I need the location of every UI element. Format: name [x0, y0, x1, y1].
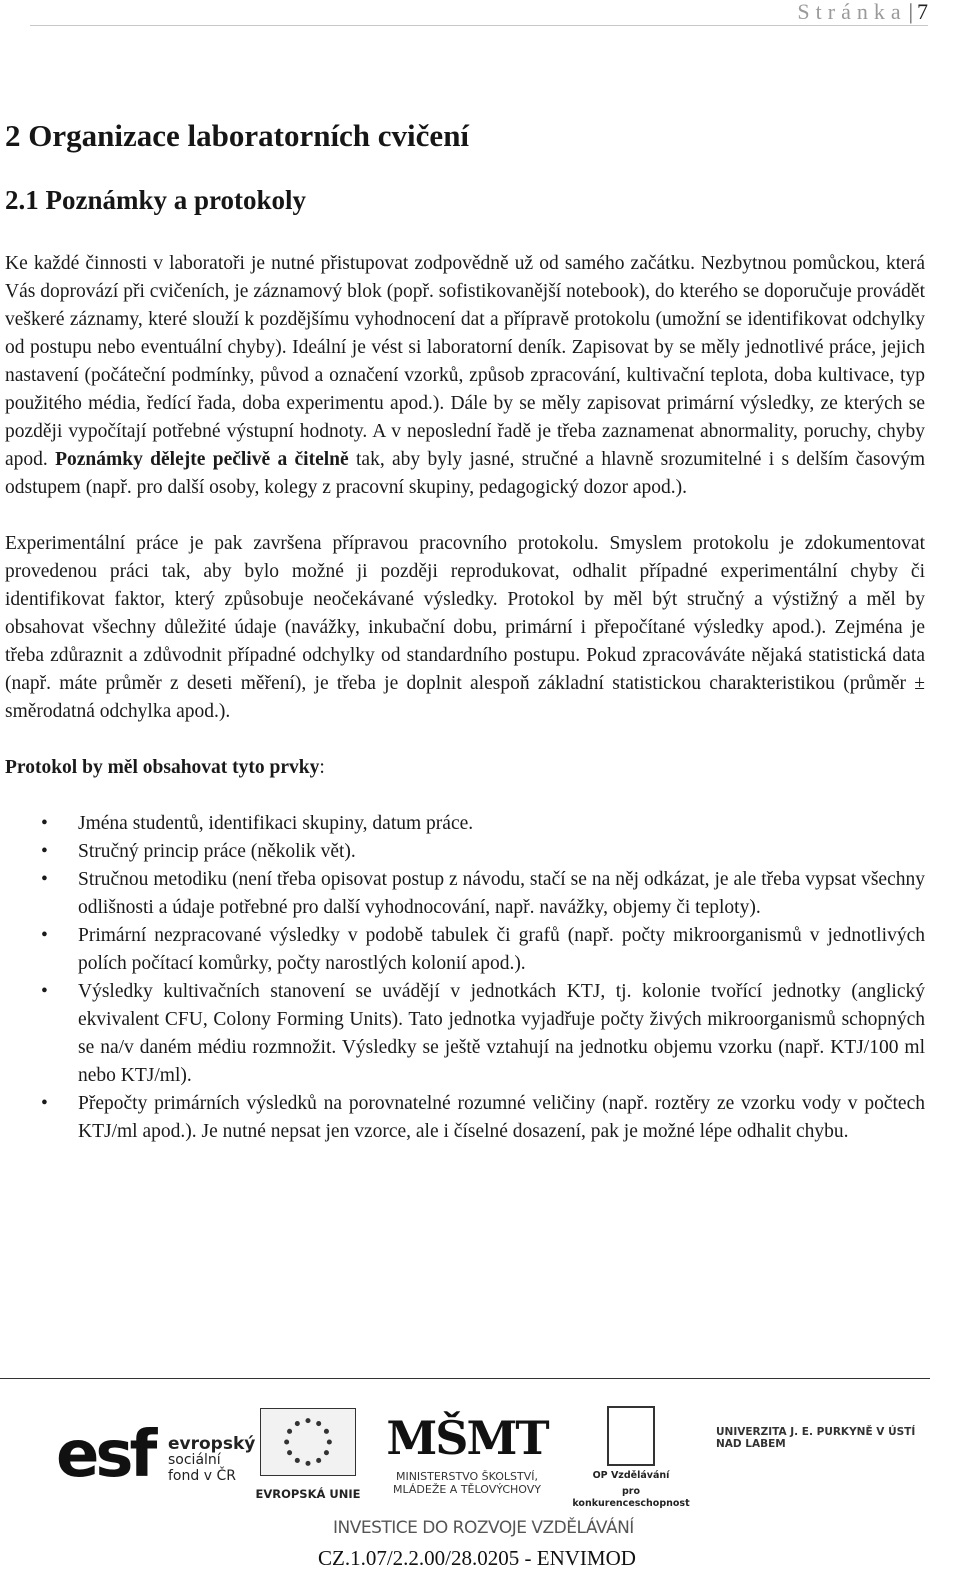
header-separator: | — [908, 0, 913, 24]
op-line-2: pro konkurenceschopnost — [572, 1486, 690, 1509]
list-item-text: Jména studentů, identifikaci skupiny, datum práce. — [78, 813, 474, 834]
page-label: Stránka — [797, 0, 907, 24]
esf-text — [168, 1436, 255, 1484]
list-item — [5, 1090, 925, 1146]
msmt-line-1: MINISTERSTVO ŠKOLSTVÍ, — [395, 1470, 539, 1483]
list-item-text: Výsledky kultivačních stanovení se uvádějí v jednotkách KTJ, tj. kolonie tvořící jednotky (anglický ekvivalent CFU, Colony Forming Units). Tato jednotka vyjadřuje počty živých mikroorganismů schopných se na/v daném médiu rozmnožit. Výsledky se ještě vztahují na jednotku objemu vzorku (např. KTJ/100 ml nebo KTJ/ml). — [78, 981, 925, 1086]
bullet-icon: • — [41, 841, 48, 862]
project-code: CZ.1.07/2.2.00/28.0205 - ENVIMOD — [318, 1546, 636, 1570]
investment-slogan: INVESTICE DO ROZVOJE VZDĚLÁVÁNÍ — [333, 1518, 634, 1538]
document-body — [5, 118, 925, 1146]
list-item-text: Stručnou metodiku (není třeba opisovat postup z návodu, stačí se na něj odkázat, je ale třeba vypsat všechny odlišnosti a údaje potřebné pro další vyhodnocování, např. navážky, objemy či teploty). — [78, 869, 925, 918]
op-logo — [566, 1406, 696, 1509]
esf-line-1: evropský — [168, 1434, 256, 1454]
chapter-title: 2 Organizace laboratorních cvičení — [5, 118, 470, 153]
list-item — [5, 866, 925, 922]
footer-divider — [0, 1378, 930, 1379]
eu-logo — [252, 1408, 364, 1508]
esf-line-3: fond v ČR — [168, 1468, 236, 1484]
funding-logos-bar — [0, 1398, 960, 1580]
protocol-items-colon: : — [319, 757, 325, 778]
bullet-icon: • — [41, 925, 48, 946]
list-item — [5, 922, 925, 978]
page-number: 7 — [917, 0, 928, 24]
eu-flag-icon — [260, 1408, 356, 1476]
msmt-logo — [372, 1406, 562, 1506]
esf-line-2: sociální — [168, 1452, 221, 1468]
ujep-logo: UNIVERZITA J. E. PURKYNĚ V ÚSTÍ NAD LABEM — [716, 1426, 916, 1450]
paragraph-notes-text-b: tak, aby byly jasné, stručné a hlavně srozumitelné i s delším časovým odstupem (např. pro další osoby, kolegy z pracovní skupiny, pedagogický dozor apod.). — [5, 449, 926, 498]
paragraph-notes — [5, 250, 925, 502]
esf-logo — [56, 1410, 256, 1510]
bullet-icon: • — [41, 981, 48, 1002]
bullet-icon: • — [41, 813, 48, 834]
eu-label: EVROPSKÁ UNIE — [255, 1487, 361, 1501]
esf-mark: esf — [56, 1418, 154, 1492]
paragraph-protocol-items-intro — [5, 754, 925, 782]
bullet-icon: • — [41, 1093, 48, 1114]
page-header — [30, 0, 928, 26]
list-item — [5, 838, 925, 866]
section-title: 2.1 Poznámky a protokoly — [5, 185, 307, 215]
paragraph-notes-text-a: Ke každé činnosti v laboratoři je nutné přistupovat zodpovědně už od samého začátku. Nezbytnou pomůckou, která Vás doprovází při cvičeních, je záznamový blok (popř. sofistikovanější notebook), do kterého se doporučuje provádět veškeré záznamy, které slouží k pozdějšímu vyhodnocení dat a přípravě protokolu (umožní se identifikovat odchylky od postupu nebo eventuální chyby). Ideální je vést si laboratorní deník. Zapisovat by se měly jednotlivé práce, jejich nastavení (počáteční podmínky, původ a označení vzorků, způsob zpracování, kultivační teplota, doba kultivace, typ použitého média, ředící řada, doba experimentu apod.). Dále by se měly zapisovat primární výsledky, ze kterých se později vypočítají potřebné výstupní hodnoty. A v neposlední řadě je třeba zaznamenat abnormality, poruchy, chyby apod. — [5, 253, 925, 470]
bullet-icon: • — [41, 869, 48, 890]
list-item-text: Stručný princip práce (několik vět). — [78, 841, 356, 862]
protocol-items-heading: Protokol by měl obsahovat tyto prvky — [5, 757, 320, 778]
paragraph-notes-emphasis: Poznámky dělejte pečlivě a čitelně — [55, 449, 349, 470]
msmt-line-2: MLÁDEŽE A TĚLOVÝCHOVY — [393, 1483, 541, 1496]
op-emblem-icon — [607, 1406, 655, 1466]
op-line-1: OP Vzdělávání — [592, 1470, 670, 1481]
list-item — [5, 978, 925, 1090]
list-item — [5, 810, 925, 838]
protocol-items-list — [5, 810, 925, 1146]
list-item-text: Přepočty primárních výsledků na porovnatelné rozumné veličiny (např. roztěry ze vzorku vody v počtech KTJ/ml apod.). Je nutné nepsat jen vzorce, ale i číselné dosazení, pak je možné lépe odhalit chybu. — [78, 1093, 925, 1142]
msmt-mark: MŠMT — [386, 1411, 548, 1465]
paragraph-protocol: Experimentální práce je pak završena přípravou pracovního protokolu. Smyslem protokolu je zdokumentovat provedenou práci tak, aby bylo možné ji později reprodukovat, odhalit případné experimentální chyby či identifikovat faktor, který způsobuje neočekávané výsledky. Protokol by měl být stručný a výstižný a měl by obsahovat všechny důležité údaje (navážky, inkubační dobu, primární i přepočítané výsledky apod.). Zejména je třeba zdůraznit a zdůvodnit případné odchylky od standardního postupu. Pokud zpracováváte nějaká statistická data (např. máte průměr z deseti měření), je třeba je doplnit alespoň základní statistickou charakteristikou (průměr ± směrodatná odchylka apod.). — [5, 533, 925, 722]
list-item-text: Primární nezpracované výsledky v podobě tabulek či grafů (např. počty mikroorganismů v jednotlivých polích počítací komůrky, počty narostlých kolonií apod.). — [78, 925, 925, 974]
